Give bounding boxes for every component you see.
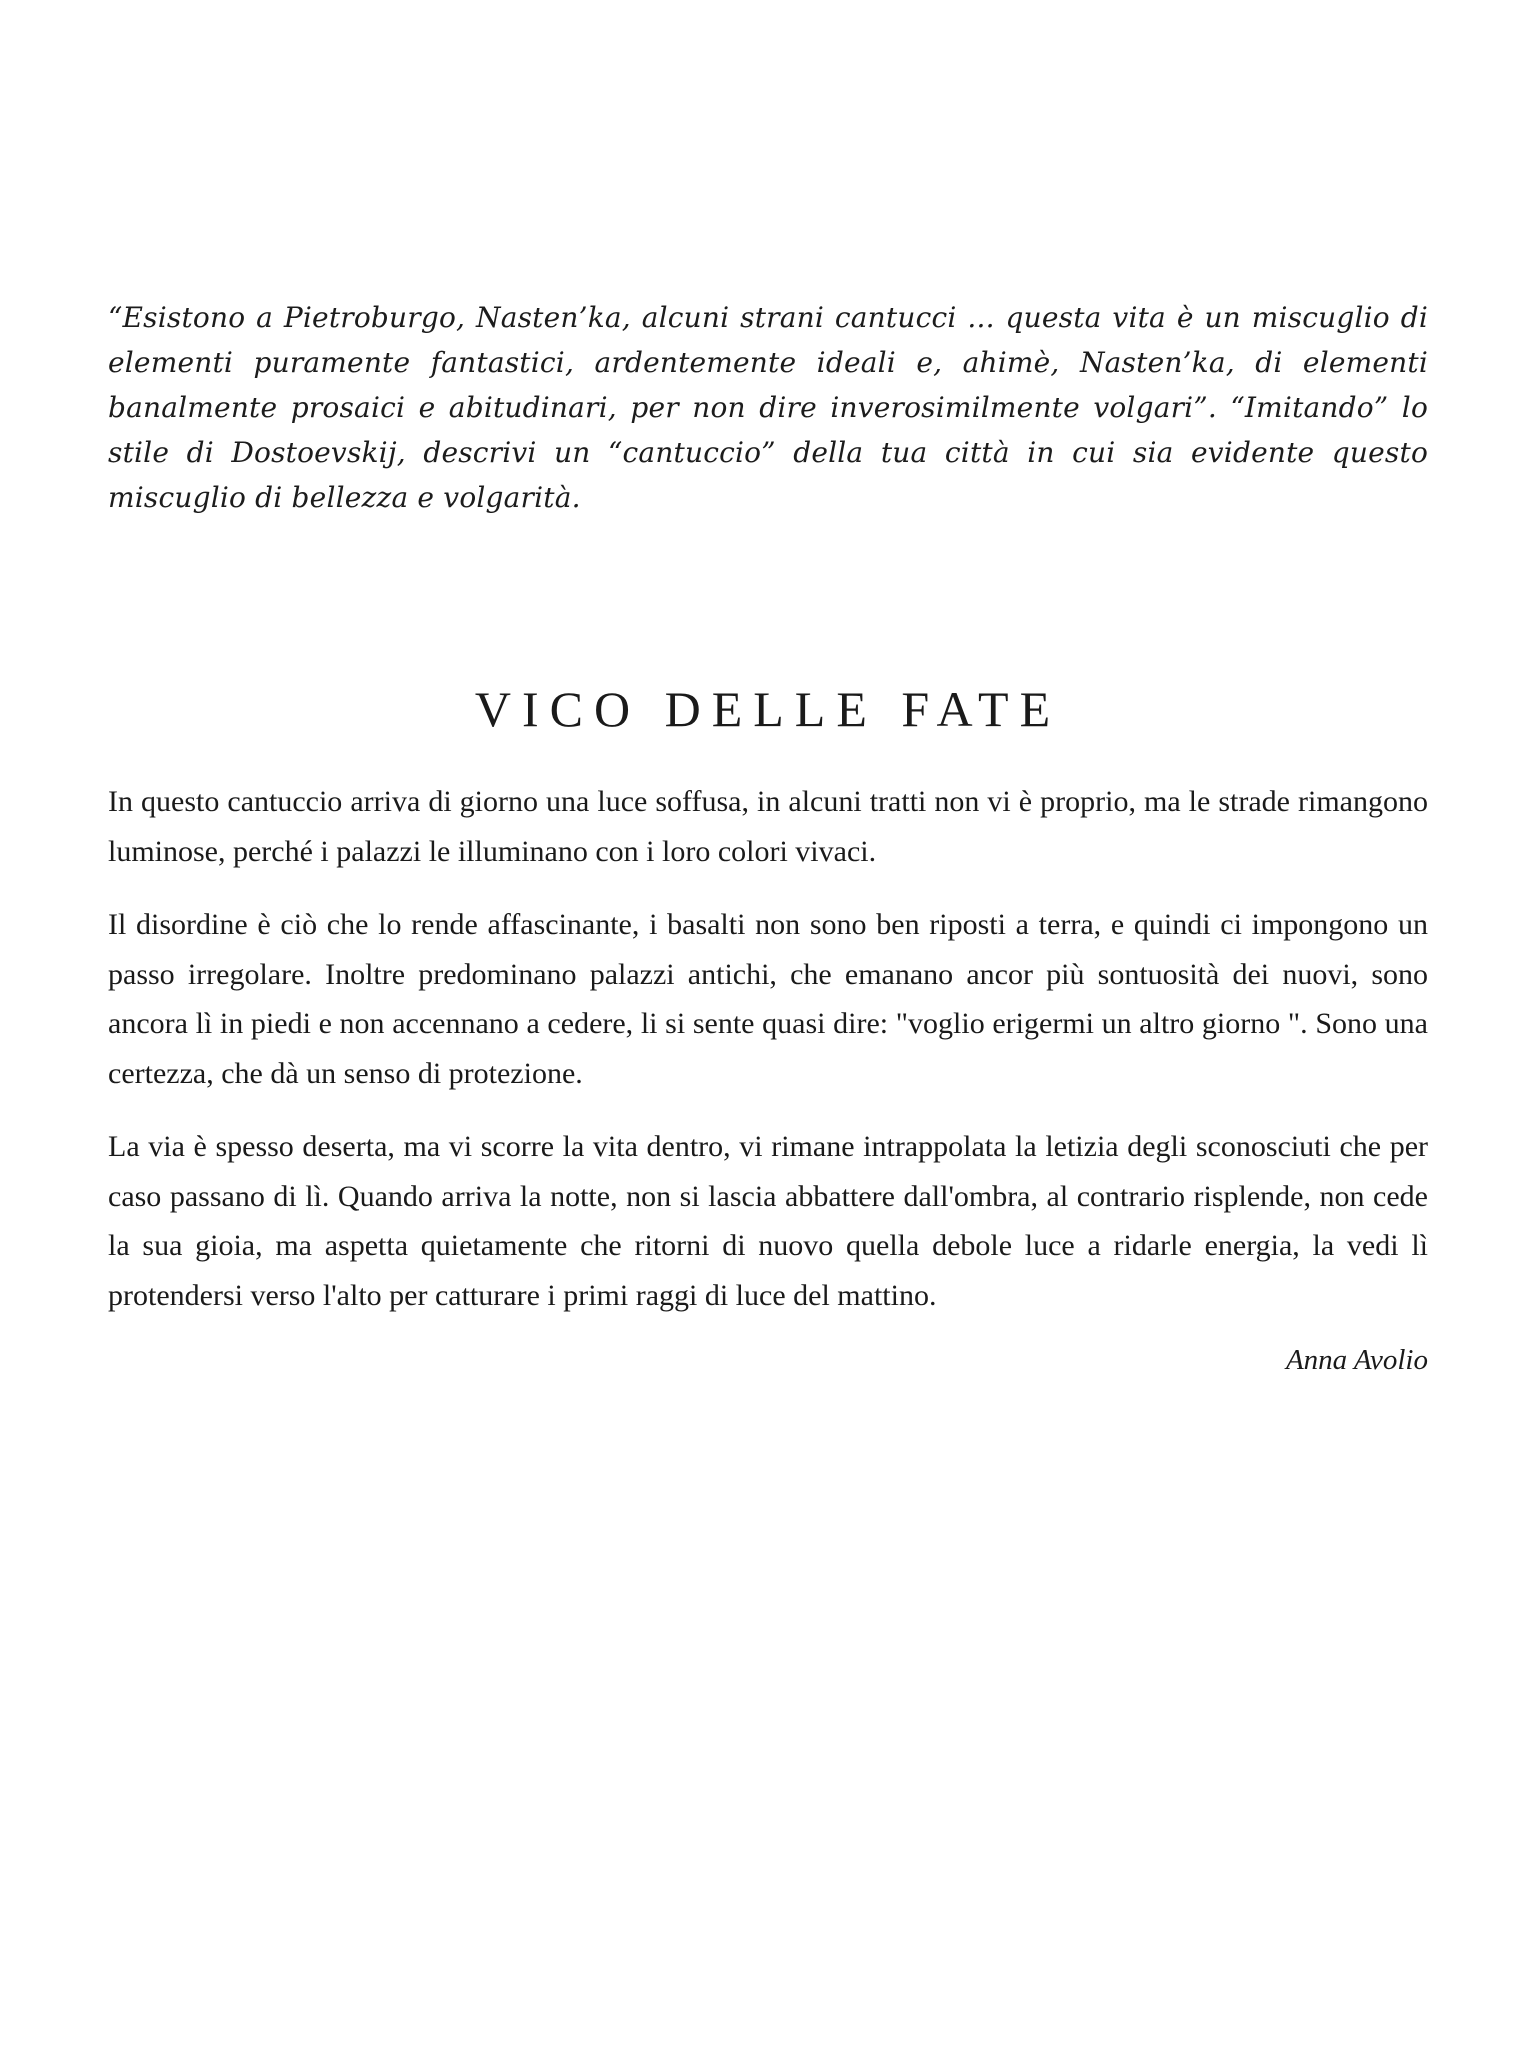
page-title: VICO DELLE FATE xyxy=(474,681,1062,737)
author-signature: Anna Avolio xyxy=(1285,1344,1428,1376)
assignment-prompt: “Esistono a Pietroburgo, Nasten’ka, alcuni strani cantucci ... questa vita è un miscuglio di elementi puramente fantastici, ardentemente ideali e, ahimè, Nasten’ka, di elementi banalmente prosaici e abitudinari, per non dire inverosimilmente volgari”. “Imitando” lo stile di Dostoevskij, descrivi un “cantuccio” della tua città in cui sia evidente questo miscuglio di bellezza e volgarità. xyxy=(108,301,1428,514)
document-page xyxy=(108,295,1428,1377)
essay-body xyxy=(108,777,1428,1320)
essay-paragraph-2: Il disordine è ciò che lo rende affascinante, i basalti non sono ben riposti a terra, e quindi ci impongono un passo irregolare. Inoltre predominano palazzi antichi, che emanano ancor più sontuosità dei nuovi, sono ancora lì in piedi e non accennano a cedere, li si sente quasi dire: "voglio erigermi un altro giorno ". Sono una certezza, che dà un senso di protezione. xyxy=(108,908,1428,1090)
essay-paragraph-1: In questo cantuccio arriva di giorno una luce soffusa, in alcuni tratti non vi è proprio, ma le strade rimangono luminose, perché i palazzi le illuminano con i loro colori vivaci. xyxy=(108,785,1428,868)
essay-paragraph-3: La via è spesso deserta, ma vi scorre la vita dentro, vi rimane intrappolata la letizia degli sconosciuti che per caso passano di lì. Quando arriva la notte, non si lascia abbattere dall'ombra, al contrario risplende, non cede la sua gioia, ma aspetta quietamente che ritorni di nuovo quella debole luce a ridarle energia, la vedi lì protendersi verso l'alto per catturare i primi raggi di luce del mattino. xyxy=(108,1130,1428,1312)
